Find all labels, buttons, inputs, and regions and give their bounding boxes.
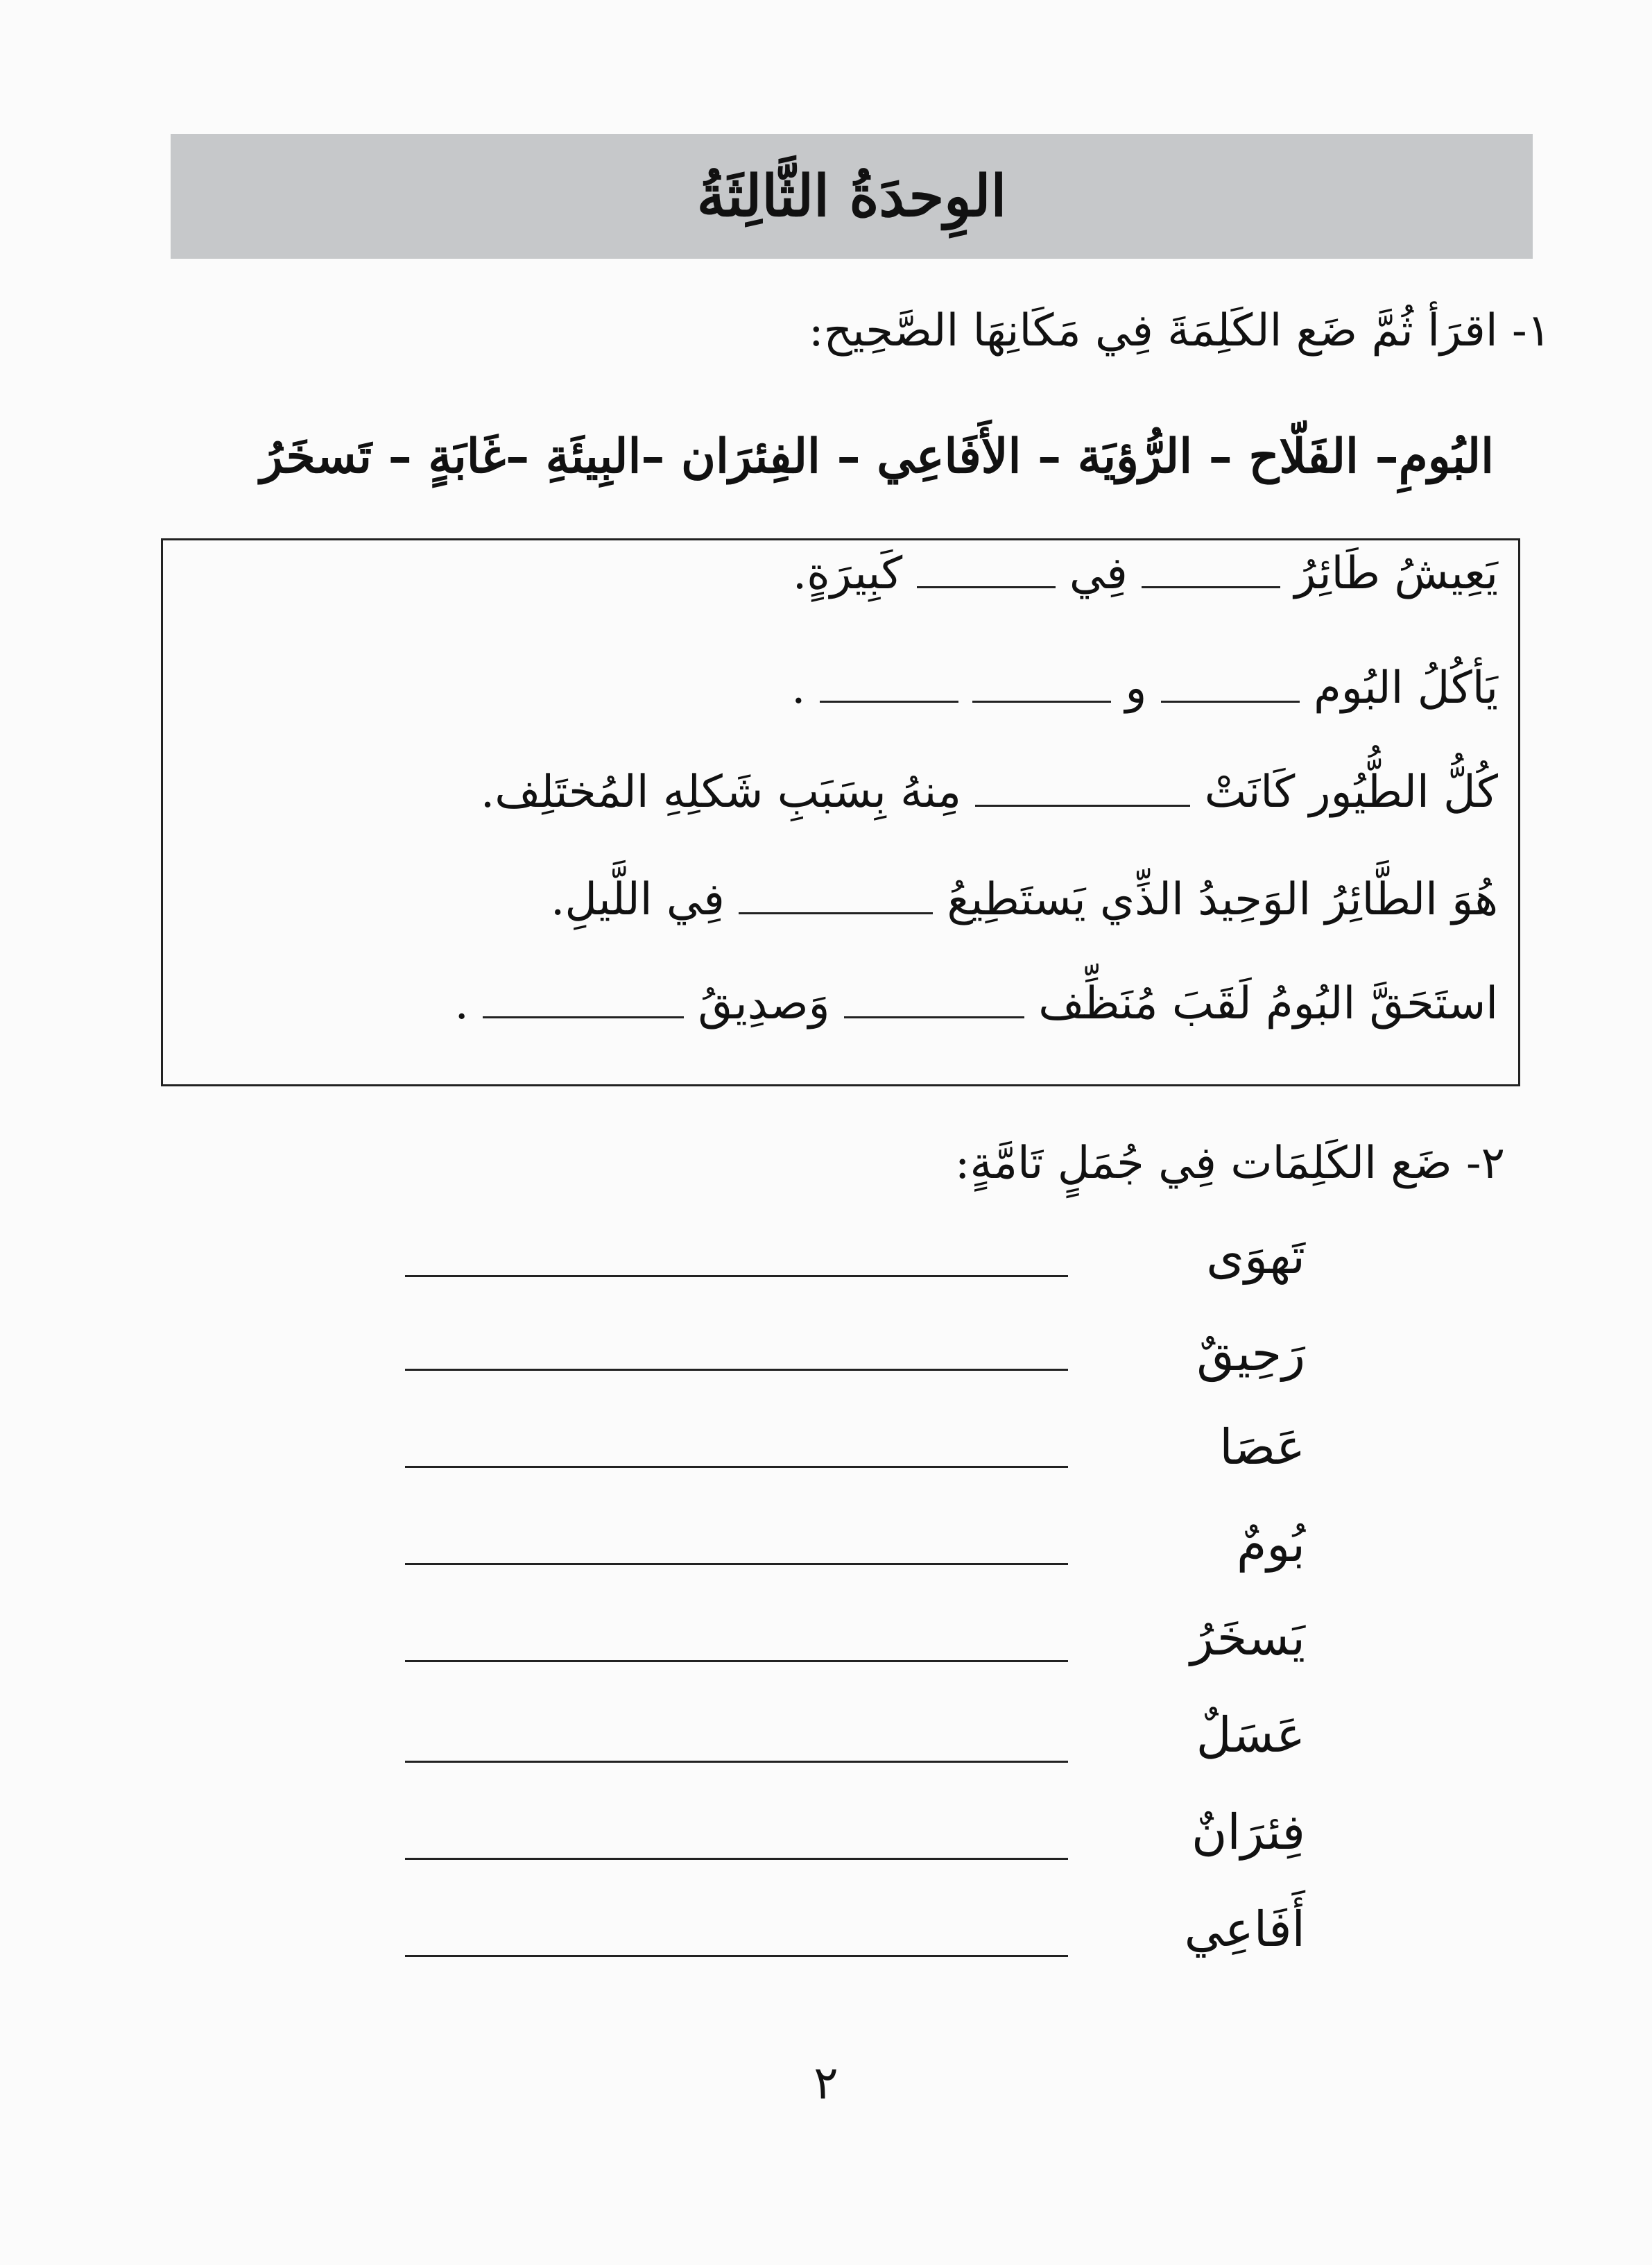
unit-title-bar (171, 134, 1533, 259)
sentence-2-part-c: . (791, 663, 806, 714)
q2-word-7: فِئرَانٌ (1191, 1804, 1305, 1861)
answer-line-7[interactable] (405, 1858, 1068, 1860)
sentence-4 (551, 874, 1498, 925)
q2-word-3: عَصَا (1219, 1419, 1305, 1476)
sentence-5-part-b: وَصدِيقُ (698, 978, 830, 1029)
unit-title: الوِحدَةُ الثَّالِثَةُ (696, 163, 1007, 230)
sentence-2-part-a: يَأكُلُ البُوم (1314, 663, 1498, 714)
answer-line-5[interactable] (405, 1660, 1068, 1662)
blank[interactable] (975, 778, 1190, 807)
q1-instruction: ١- اقرَأ ثُمَّ ضَع الكَلِمَةَ فِي مَكَانِهَا الصَّحِيح: (809, 305, 1551, 357)
sentence-3 (481, 767, 1498, 818)
sentence-2-part-b: و (1125, 663, 1147, 714)
answer-line-4[interactable] (405, 1563, 1068, 1565)
q2-word-2: رَحِيقٌ (1196, 1325, 1305, 1382)
page-number: ٢ (814, 2056, 838, 2110)
blank[interactable] (972, 674, 1111, 703)
answer-line-2[interactable] (405, 1369, 1068, 1371)
answer-line-1[interactable] (405, 1275, 1068, 1277)
sentence-4-part-a: هُوَ الطَّائِرُ الوَحِيدُ الذِّي يَستَطِيعُ (947, 874, 1498, 925)
blank[interactable] (739, 886, 933, 914)
sentence-3-part-a: كُلُّ الطُّيُور كَانَتْ (1204, 767, 1498, 818)
sentence-5-part-c: . (454, 978, 469, 1029)
q2-word-4: بُومٌ (1237, 1516, 1305, 1573)
blank[interactable] (1142, 560, 1280, 588)
q2-word-6: عَسَلٌ (1196, 1707, 1305, 1763)
blank[interactable] (917, 560, 1056, 588)
sentence-1-part-b: فِي (1069, 548, 1128, 599)
sentence-3-part-b: مِنهُ بِسَبَبِ شَكلِهِ المُختَلِف. (480, 767, 961, 818)
sentence-5-part-a: استَحَقَّ البُومُ لَقَبَ مُنَظِّف (1038, 978, 1498, 1029)
word-bank: البُومِ– الفَلّاح – الرُّؤيَة – الأَفَاعِي – الفِئرَان –البِيئَةِ –غَابَةٍ – تَسخَرُ (260, 429, 1494, 484)
answer-line-6[interactable] (405, 1761, 1068, 1763)
q2-word-5: يَسخَرُ (1190, 1609, 1305, 1666)
blank[interactable] (844, 990, 1024, 1018)
q2-word-1: تَهوَى (1206, 1228, 1305, 1285)
blank[interactable] (820, 674, 958, 703)
q2-word-8: أَفَاعِي (1184, 1901, 1305, 1958)
sentence-1-part-a: يَعِيشُ طَائِرُ (1294, 548, 1498, 599)
sentence-2 (791, 663, 1498, 714)
sentence-1-part-c: كَبِيرَةٍ. (792, 548, 903, 599)
blank[interactable] (1161, 674, 1300, 703)
answer-line-8[interactable] (405, 1955, 1068, 1957)
sentence-4-part-b: فِي اللَّيلِ. (550, 874, 725, 925)
sentence-5 (454, 978, 1498, 1029)
answer-line-3[interactable] (405, 1466, 1068, 1468)
q2-instruction: ٢- ضَع الكَلِمَات فِي جُمَلٍ تَامَّةٍ: (954, 1138, 1505, 1189)
sentence-1 (793, 548, 1498, 599)
blank[interactable] (483, 990, 684, 1018)
